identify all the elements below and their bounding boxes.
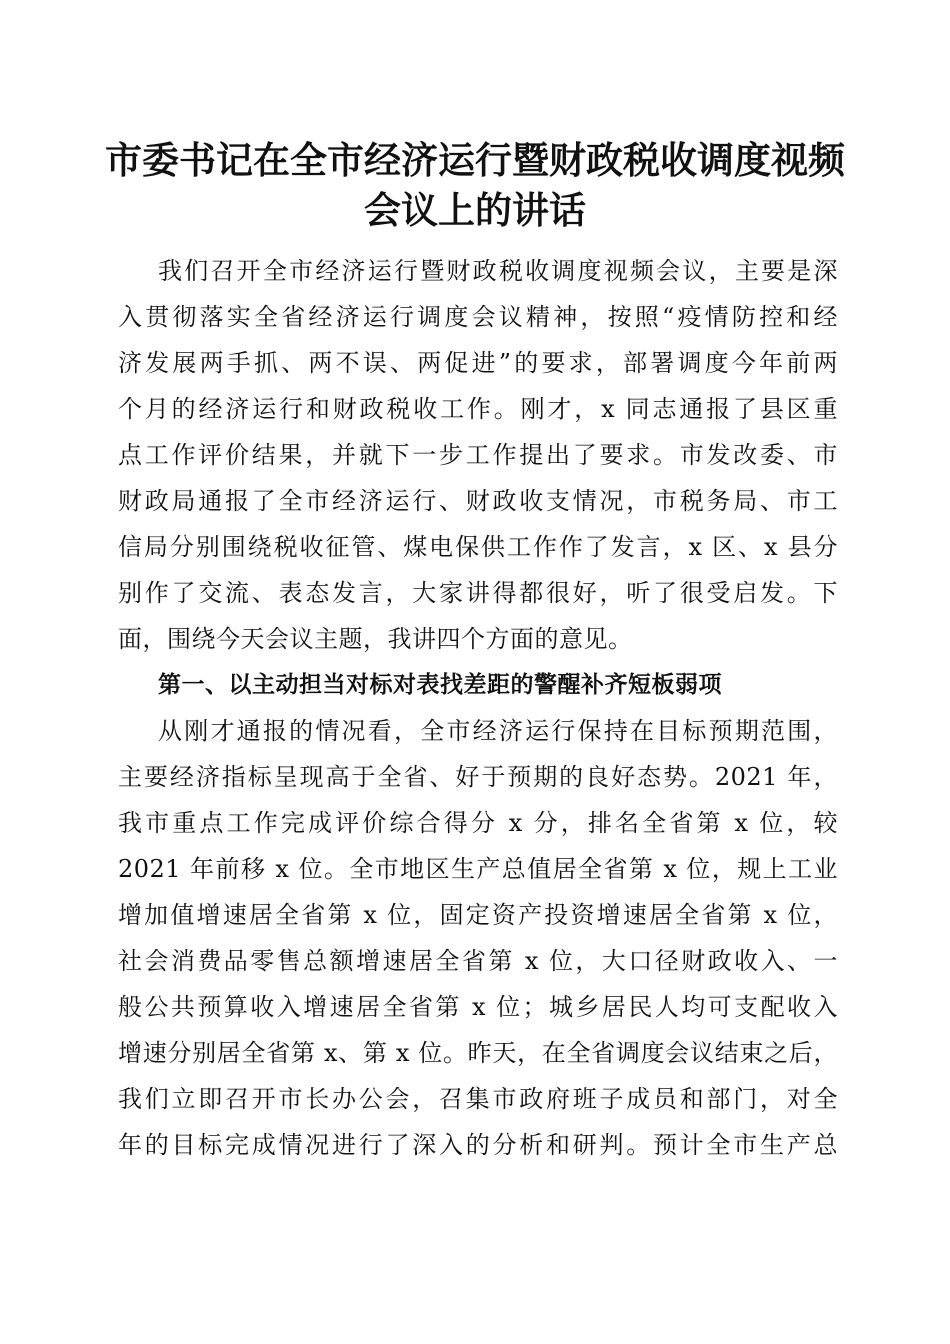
text-line: 增速分别居全省第 x、第 x 位。昨天，在全省调度会议结束之后，	[118, 1039, 838, 1067]
text-line: 我们立即召开市长办公会，召集市政府班子成员和部门，对全	[118, 1085, 838, 1113]
document-title	[100, 135, 850, 235]
text-line: 点工作评价结果，并就下一步工作提出了要求。市发改委、市	[118, 441, 838, 469]
text-line: 财政局通报了全市经济运行、财政收支情况，市税务局、市工	[118, 487, 838, 515]
document-body	[118, 248, 838, 1168]
text-line: 社会消费品零售总额增速居全省第 x 位，大口径财政收入、一	[118, 947, 838, 975]
section-heading: 第一、以主动担当对标对表找差距的警醒补齐短板弱项	[158, 672, 722, 698]
text-line: 主要经济指标呈现高于全省、好于预期的良好态势。2021 年，	[118, 763, 838, 791]
title-line-2: 会议上的讲话	[364, 188, 586, 232]
text-line: 般公共预算收入增速居全省第 x 位；城乡居民人均可支配收入	[118, 993, 838, 1021]
text-line: 2021 年前移 x 位。全市地区生产总值居全省第 x 位，规上工业	[118, 855, 838, 883]
text-line: 别作了交流、表态发言，大家讲得都很好，听了很受启发。下	[118, 579, 838, 607]
text-line: 增加值增速居全省第 x 位，固定资产投资增速居全省第 x 位，	[118, 901, 838, 929]
title-line-1: 市委书记在全市经济运行暨财政税收调度视频	[105, 138, 845, 182]
text-line: 面，围绕今天会议主题，我讲四个方面的意见。	[118, 625, 633, 653]
opening-paragraph	[118, 248, 838, 662]
text-line: 我们召开全市经济运行暨财政税收调度视频会议，主要是深	[158, 257, 838, 285]
text-line: 年的目标完成情况进行了深入的分析和研判。预计全市生产总	[118, 1131, 838, 1159]
text-line: 我市重点工作完成评价综合得分 x 分，排名全省第 x 位，较	[118, 809, 838, 837]
text-line: 济发展两手抓、两不误、两促进”的要求，部署调度今年前两	[118, 349, 838, 377]
text-line: 个月的经济运行和财政税收工作。刚才，x 同志通报了县区重	[118, 395, 838, 423]
section-one-paragraph	[118, 708, 838, 1168]
text-line: 入贯彻落实全省经济运行调度会议精神，按照“疫情防控和经	[118, 303, 838, 331]
text-line: 从刚才通报的情况看，全市经济运行保持在目标预期范围，	[158, 717, 838, 745]
text-line: 信局分别围绕税收征管、煤电保供工作作了发言，x 区、x 县分	[118, 533, 838, 561]
